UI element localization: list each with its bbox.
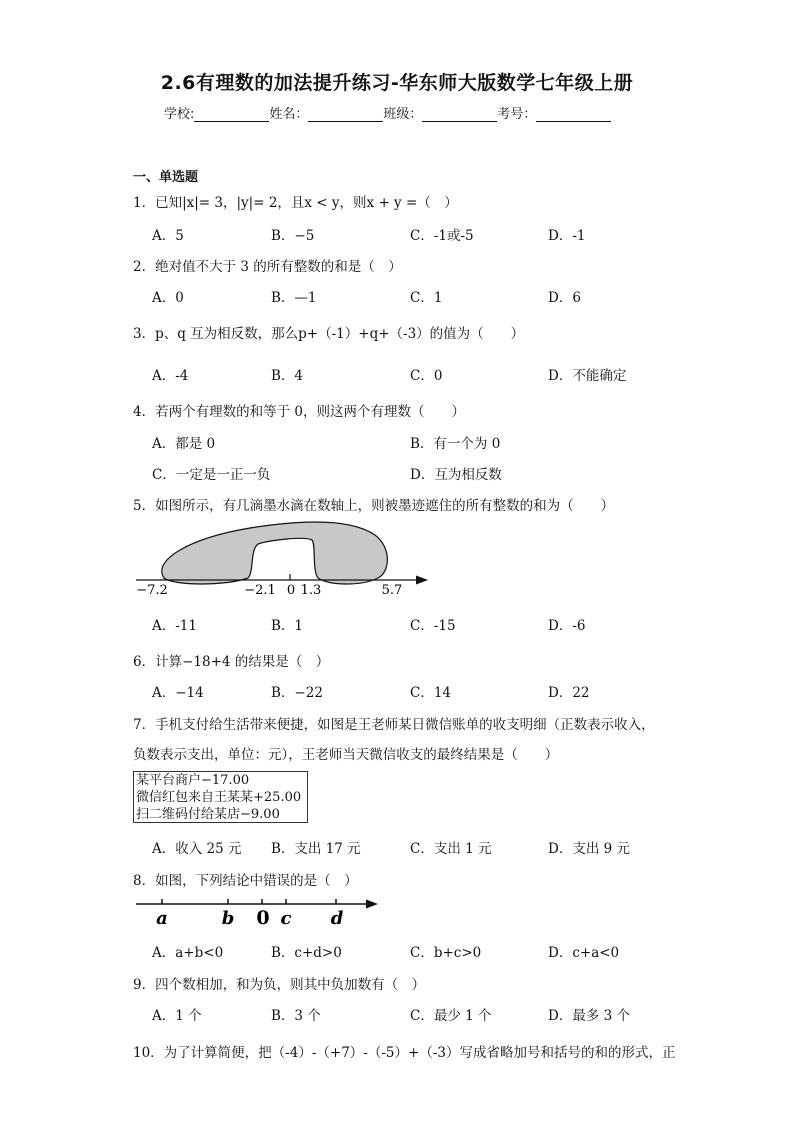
- q9-option-c: C．最少 1 个: [410, 1008, 492, 1024]
- ink-number-line-figure: [130, 520, 440, 602]
- q6-option-c: C．14: [410, 685, 452, 701]
- name-blank: [308, 107, 383, 122]
- q4-option-a: A．都是 0: [152, 436, 216, 452]
- q4-option-c: C．一定是一正一负: [152, 467, 271, 483]
- bill-line-1: 某平台商户−17.00: [136, 773, 250, 788]
- label-5-7: 5.7: [381, 583, 403, 598]
- question-8: 8．如图，下列结论中错误的是（ ）: [133, 873, 358, 889]
- q4-option-b: B．有一个为 0: [410, 436, 501, 452]
- question-1: 1．已知|x|= 3，|y|= 2，且x < y，则x + y =（ ）: [133, 195, 458, 211]
- number-label: 考号：: [497, 107, 537, 122]
- q5-option-b: B．1: [271, 618, 304, 634]
- bill-line-3: 扫二维码付给某店−9.00: [136, 807, 280, 822]
- axis-arrow: [416, 576, 428, 585]
- q2-option-a: A．0: [152, 290, 184, 306]
- q9-option-b: B．3 个: [271, 1008, 321, 1024]
- q7-option-b: B．支出 17 元: [271, 841, 361, 857]
- q5-option-c: C．-15: [410, 618, 456, 634]
- question-6: 6．计算−18+4 的结果是（ ）: [133, 654, 330, 670]
- question-2: 2．绝对值不大于 3 的所有整数的和是（ ）: [133, 259, 402, 275]
- label-1-3: 1.3: [300, 583, 322, 598]
- q8-option-b: B．c+d>0: [271, 945, 342, 961]
- label-minus-2-1: −2.1: [244, 583, 276, 598]
- number-blank: [536, 107, 611, 122]
- q6-option-b: B．−22: [271, 685, 323, 701]
- school-label: 学校:: [164, 107, 195, 122]
- q8-option-d: D．c+a<0: [548, 945, 620, 961]
- q1-option-d: D．-1: [548, 228, 586, 244]
- q7-option-a: A．收入 25 元: [152, 841, 242, 857]
- q5-option-d: D．-6: [548, 618, 586, 634]
- wechat-bill-box: [133, 771, 308, 823]
- q9-option-a: A．1 个: [152, 1008, 202, 1024]
- class-blank: [422, 107, 497, 122]
- ink-blot: [162, 522, 388, 584]
- question-7-line-1: 7．手机支付给生活带来便捷，如图是王老师某日微信账单的收支明细（正数表示收入，: [133, 717, 655, 733]
- q5-option-a: A．-11: [152, 618, 197, 634]
- q9-option-d: D．最多 3 个: [548, 1008, 630, 1024]
- question-3: 3．p、q 互为相反数，那么p+（-1）+q+（-3）的值为（ ）: [133, 326, 525, 342]
- label-d: d: [330, 908, 344, 929]
- q3-option-c: C．0: [410, 368, 443, 384]
- section-heading: 一、单选题: [133, 170, 199, 185]
- class-label: 班级：: [383, 107, 423, 122]
- q1-option-a: A．5: [152, 228, 184, 244]
- page-title: 2.6有理数的加法提升练习-华东师大版数学七年级上册: [160, 72, 634, 94]
- label-zero: 0: [286, 583, 296, 598]
- q2-option-d: D．6: [548, 290, 581, 306]
- question-10: 10．为了计算简便，把（-4）-（+7）-（-5）+（-3）写成省略加号和括号的和的形式，正: [133, 1045, 676, 1061]
- student-info-line: [164, 103, 611, 122]
- label-b: b: [221, 908, 235, 929]
- q8-option-a: A．a+b<0: [152, 945, 224, 961]
- q6-option-a: A．−14: [152, 685, 204, 701]
- axis-arrow: [366, 900, 378, 909]
- question-7-line-2: 负数表示支出，单位：元），王老师当天微信收支的最终结果是（ ）: [133, 747, 559, 763]
- q1-option-c: C．-1或-5: [410, 228, 474, 244]
- label-a: a: [156, 908, 168, 929]
- q1-option-b: B．−5: [271, 228, 315, 244]
- question-4: 4．若两个有理数的和等于 0，则这两个有理数（ ）: [133, 404, 465, 420]
- school-blank: [194, 107, 269, 122]
- label-minus-7-2: −7.2: [136, 583, 168, 598]
- q7-option-d: D．支出 9 元: [548, 841, 630, 857]
- q3-option-b: B．4: [271, 368, 304, 384]
- q2-option-b: B．—1: [271, 290, 317, 306]
- q2-option-c: C．1: [410, 290, 443, 306]
- q7-option-c: C．支出 1 元: [410, 841, 492, 857]
- q3-option-a: A．-4: [152, 368, 189, 384]
- q8-option-c: C．b+c>0: [410, 945, 482, 961]
- name-label: 姓名：: [269, 107, 309, 122]
- question-5: 5．如图所示，有几滴墨水滴在数轴上，则被墨迹遮住的所有整数的和为（ ）: [133, 498, 615, 514]
- label-c: c: [280, 908, 292, 929]
- label-zero: 0: [256, 907, 270, 929]
- question-9: 9．四个数相加，和为负，则其中负加数有（ ）: [133, 977, 426, 993]
- q6-option-d: D．22: [548, 685, 590, 701]
- abcd-number-line-figure: [130, 892, 382, 932]
- q3-option-d: D．不能确定: [548, 368, 627, 384]
- bill-line-2: 微信红包来自王某某+25.00: [136, 790, 302, 805]
- q4-option-d: D．互为相反数: [410, 467, 502, 483]
